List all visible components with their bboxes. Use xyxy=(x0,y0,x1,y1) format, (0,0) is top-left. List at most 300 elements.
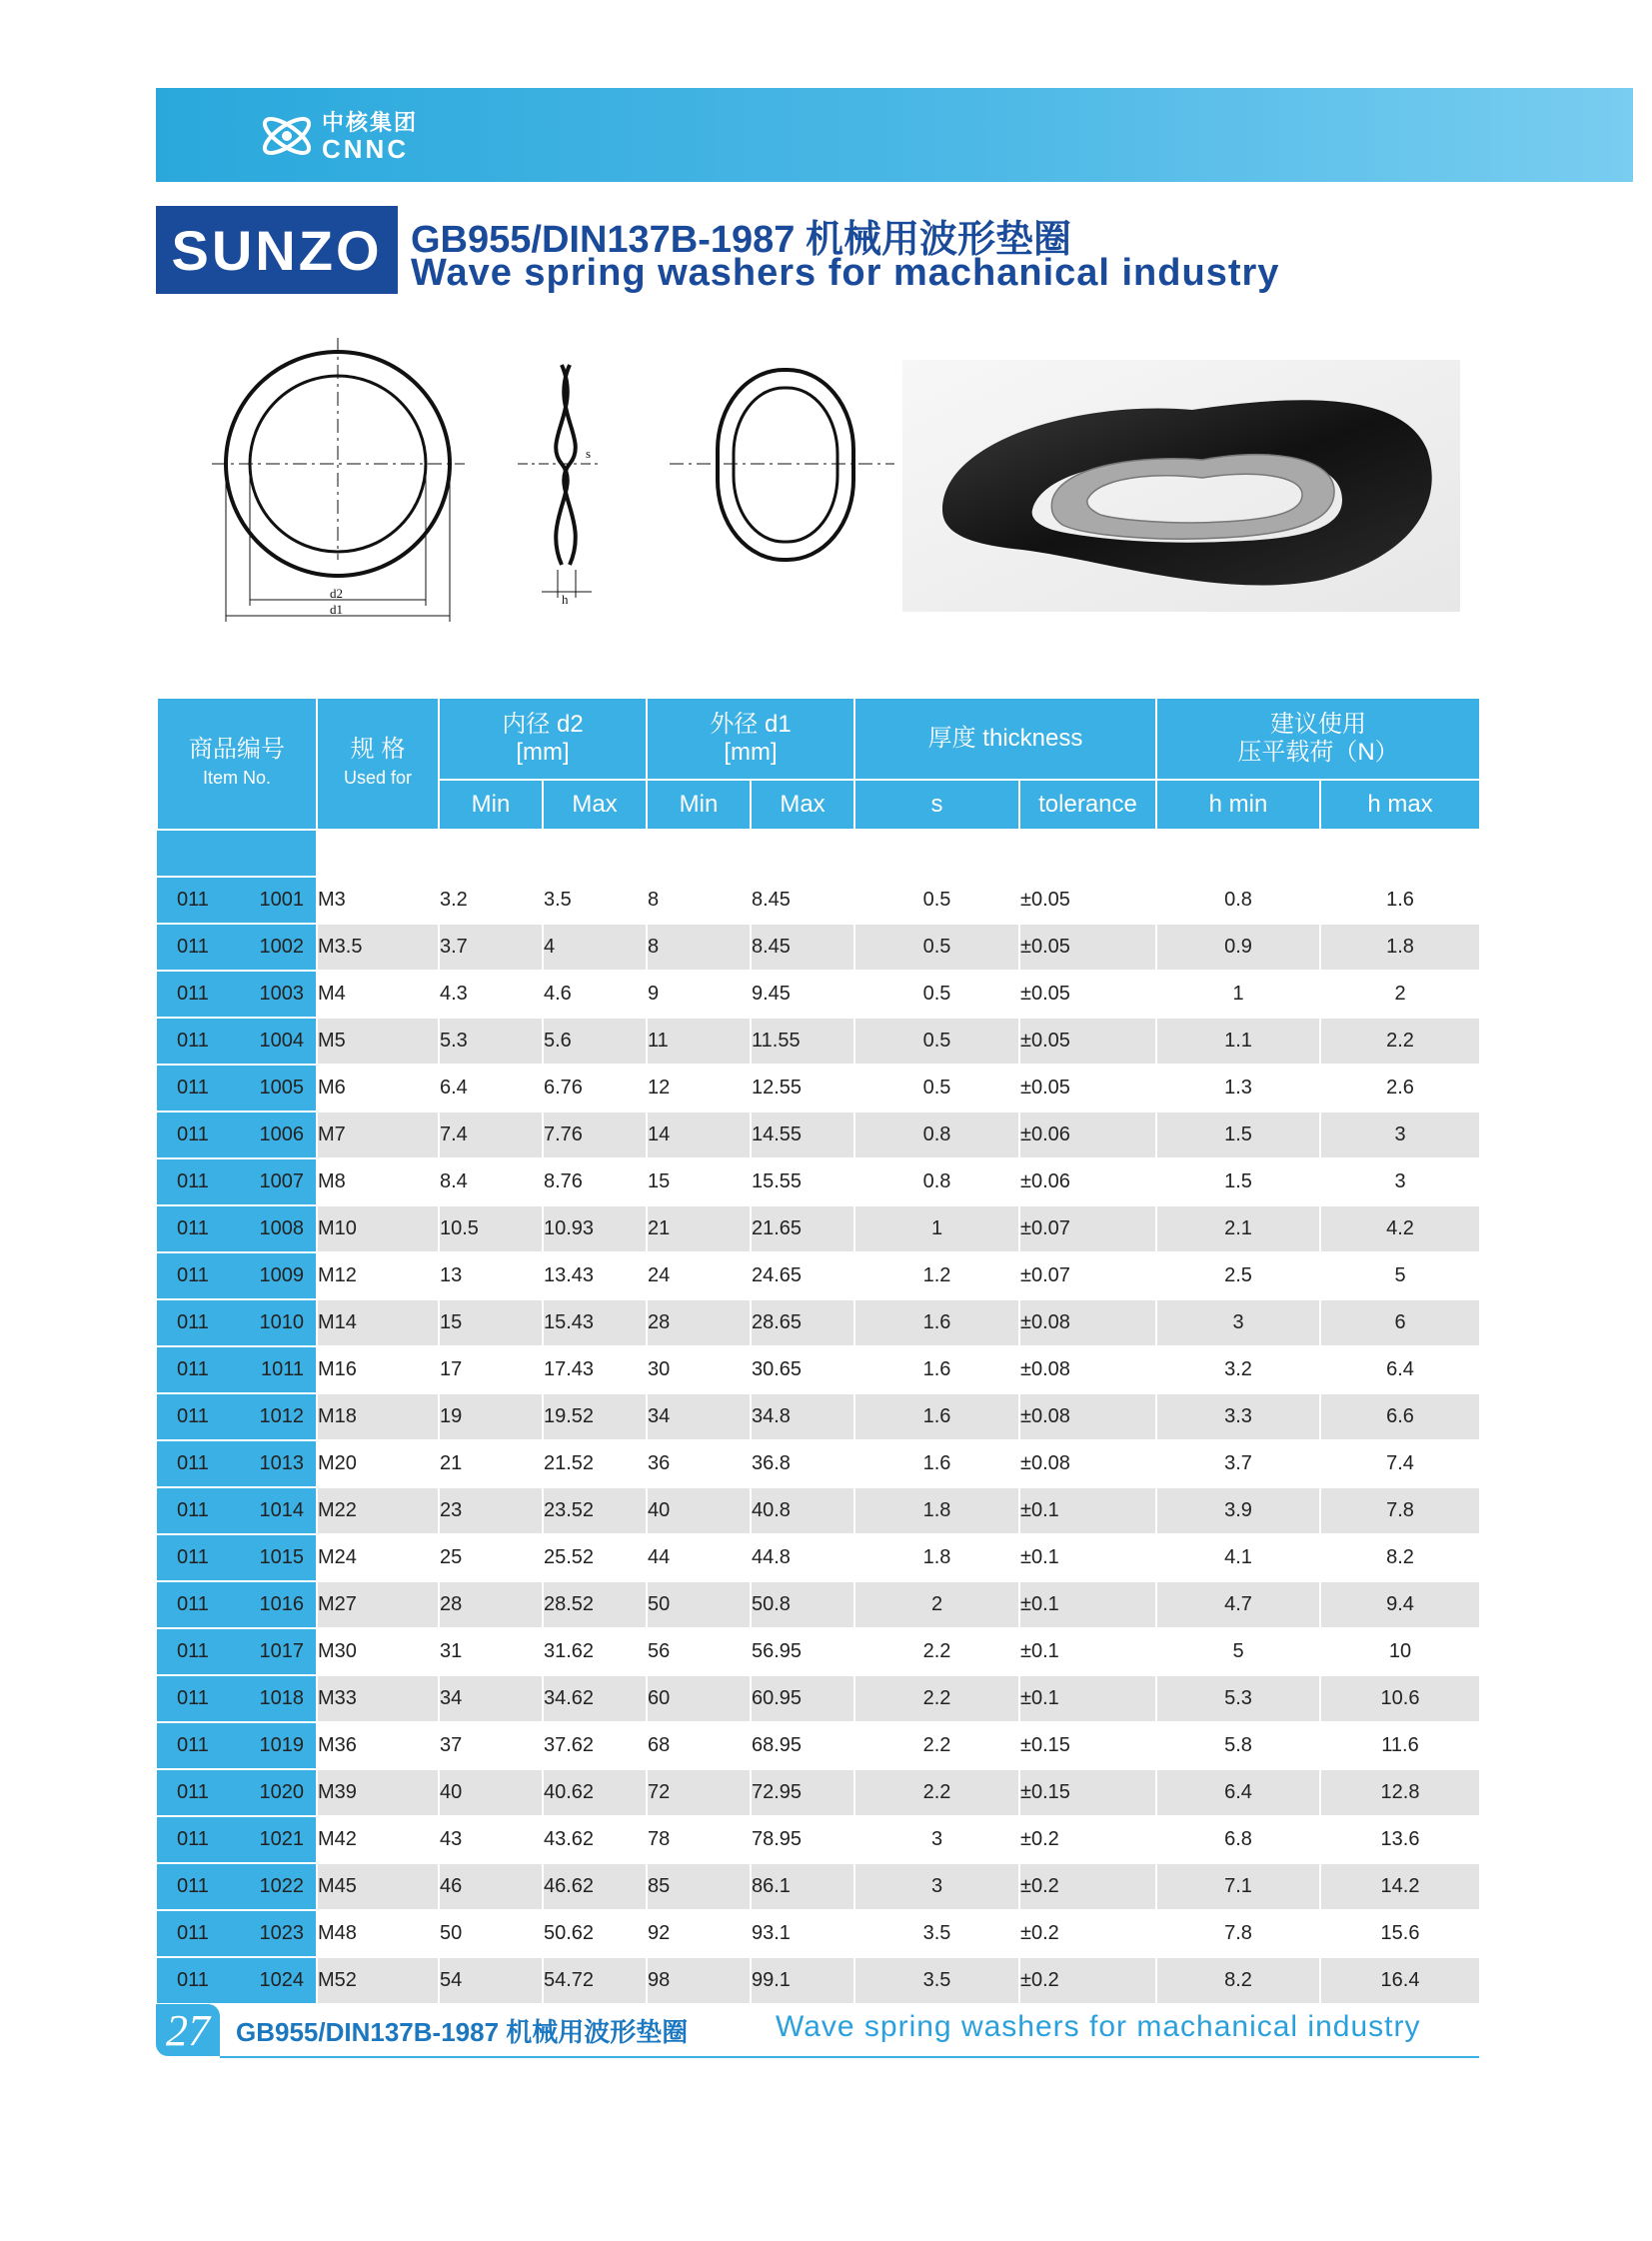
cell-h-min: 6.8 xyxy=(1156,1816,1320,1863)
header-thickness: 厚度 thickness xyxy=(854,698,1156,780)
cell-d1-min: 36 xyxy=(647,1440,751,1487)
cell-d2-min: 19 xyxy=(439,1393,543,1440)
cell-item-prefix: 011 xyxy=(157,1863,237,1910)
cell-d1-max: 44.8 xyxy=(751,1534,854,1581)
cell-tolerance: ±0.15 xyxy=(1019,1769,1156,1816)
cell-item-code: 1023 xyxy=(237,1910,317,1957)
table-row xyxy=(157,1957,1480,2004)
cell-h-min: 5 xyxy=(1156,1628,1320,1675)
header-d1-line1: 外径 d1 xyxy=(710,711,792,738)
page-footer xyxy=(156,2004,1479,2058)
table-row xyxy=(157,1065,1480,1112)
cell-used-for: M30 xyxy=(317,1628,439,1675)
cell-item-prefix: 011 xyxy=(157,1722,237,1769)
cell-d2-max: 6.76 xyxy=(543,1065,647,1112)
table-row xyxy=(157,1816,1480,1863)
cell-d1-min: 21 xyxy=(647,1205,751,1252)
cell-used-for: M36 xyxy=(317,1722,439,1769)
header-d2-line2: [mm] xyxy=(516,739,570,766)
cell-tolerance: ±0.1 xyxy=(1019,1628,1156,1675)
cell-tolerance: ±0.2 xyxy=(1019,1957,1156,2004)
cell-d1-max: 50.8 xyxy=(751,1581,854,1628)
top-banner xyxy=(156,88,1633,182)
cell-item-prefix: 011 xyxy=(157,1299,237,1346)
cell-h-max: 9.4 xyxy=(1320,1581,1480,1628)
cell-d1-max: 11.55 xyxy=(751,1018,854,1065)
cell-used-for: M6 xyxy=(317,1065,439,1112)
page-title-en: Wave spring washers for machanical industry xyxy=(411,252,1280,294)
cell-h-max: 2.2 xyxy=(1320,1018,1480,1065)
cell-tolerance: ±0.05 xyxy=(1019,924,1156,971)
cell-d1-min: 56 xyxy=(647,1628,751,1675)
page-number: 27 xyxy=(156,2004,220,2056)
cell-d2-min: 43 xyxy=(439,1816,543,1863)
table-row xyxy=(157,1018,1480,1065)
cell-h-min: 3 xyxy=(1156,1299,1320,1346)
table-row xyxy=(157,1346,1480,1393)
header-s: s xyxy=(854,780,1019,830)
cell-used-for: M48 xyxy=(317,1910,439,1957)
cell-h-max: 15.6 xyxy=(1320,1910,1480,1957)
atom-logo-icon xyxy=(256,108,318,164)
cell-s: 2.2 xyxy=(854,1722,1019,1769)
cell-used-for: M39 xyxy=(317,1769,439,1816)
cell-d2-max: 15.43 xyxy=(543,1299,647,1346)
cell-d1-min: 8 xyxy=(647,924,751,971)
cell-h-max: 1.6 xyxy=(1320,877,1480,924)
cell-h-max: 5 xyxy=(1320,1252,1480,1299)
cell-d1-min: 15 xyxy=(647,1158,751,1205)
cell-d1-min: 11 xyxy=(647,1018,751,1065)
cell-s: 0.8 xyxy=(854,1112,1019,1158)
cell-h-min: 1.5 xyxy=(1156,1112,1320,1158)
cell-item-prefix: 011 xyxy=(157,877,237,924)
cell-item-code: 1016 xyxy=(237,1581,317,1628)
header-spec-en: Used for xyxy=(343,768,413,788)
cell-h-min: 0.9 xyxy=(1156,924,1320,971)
cell-d1-min: 60 xyxy=(647,1675,751,1722)
cell-h-max: 3 xyxy=(1320,1158,1480,1205)
cell-s: 3.5 xyxy=(854,1910,1019,1957)
cell-item-code: 1011 xyxy=(237,1346,317,1393)
cell-d1-min: 44 xyxy=(647,1534,751,1581)
cell-d2-min: 34 xyxy=(439,1675,543,1722)
footer-title-en: Wave spring washers for machanical industry xyxy=(776,2010,1421,2043)
cell-d2-max: 13.43 xyxy=(543,1252,647,1299)
logo-cn-text: 中核集团 xyxy=(322,110,419,135)
cell-used-for: M52 xyxy=(317,1957,439,2004)
cell-d2-min: 17 xyxy=(439,1346,543,1393)
technical-drawings xyxy=(200,330,899,650)
cell-used-for: M33 xyxy=(317,1675,439,1722)
table-row xyxy=(157,1205,1480,1252)
cell-item-code: 1004 xyxy=(237,1018,317,1065)
cell-h-max: 2 xyxy=(1320,971,1480,1018)
cell-d1-max: 60.95 xyxy=(751,1675,854,1722)
cell-d2-max: 43.62 xyxy=(543,1816,647,1863)
header-item-en: Item No. xyxy=(202,768,272,788)
cell-d1-min: 30 xyxy=(647,1346,751,1393)
cell-used-for: M24 xyxy=(317,1534,439,1581)
cell-tolerance: ±0.05 xyxy=(1019,877,1156,924)
cell-item-prefix: 011 xyxy=(157,1957,237,2004)
cell-d2-min: 54 xyxy=(439,1957,543,2004)
header-item-no xyxy=(157,698,317,830)
cell-d2-max: 50.62 xyxy=(543,1910,647,1957)
h-label: h xyxy=(562,592,569,607)
cell-d1-min: 92 xyxy=(647,1910,751,1957)
cell-s: 1.6 xyxy=(854,1393,1019,1440)
cell-tolerance: ±0.06 xyxy=(1019,1112,1156,1158)
table-row xyxy=(157,1863,1480,1910)
cell-d1-max: 36.8 xyxy=(751,1440,854,1487)
header-d2 xyxy=(439,698,647,780)
cell-d2-min: 10.5 xyxy=(439,1205,543,1252)
cell-item-prefix: 011 xyxy=(157,1581,237,1628)
page-title-cn: GB955/DIN137B-1987 机械用波形垫圈 xyxy=(411,219,1071,261)
cell-tolerance: ±0.2 xyxy=(1019,1910,1156,1957)
cell-d1-min: 9 xyxy=(647,971,751,1018)
cell-item-prefix: 011 xyxy=(157,971,237,1018)
cell-s: 2.2 xyxy=(854,1769,1019,1816)
cell-item-prefix: 011 xyxy=(157,1910,237,1957)
cell-s: 1.2 xyxy=(854,1252,1019,1299)
cell-item-prefix: 011 xyxy=(157,1440,237,1487)
cell-s: 3.5 xyxy=(854,1957,1019,2004)
cell-d1-max: 78.95 xyxy=(751,1816,854,1863)
footer-title-cn: GB955/DIN137B-1987 机械用波形垫圈 xyxy=(236,2017,689,2047)
cell-used-for: M20 xyxy=(317,1440,439,1487)
cell-tolerance: ±0.15 xyxy=(1019,1722,1156,1769)
cnnc-logo xyxy=(256,108,418,164)
cell-item-code: 1022 xyxy=(237,1863,317,1910)
cell-item-code: 1005 xyxy=(237,1065,317,1112)
cell-tolerance: ±0.2 xyxy=(1019,1816,1156,1863)
cell-item-prefix: 011 xyxy=(157,1252,237,1299)
cell-d1-max: 28.65 xyxy=(751,1299,854,1346)
cell-h-min: 2.1 xyxy=(1156,1205,1320,1252)
cell-d1-min: 98 xyxy=(647,1957,751,2004)
cell-item-code: 1024 xyxy=(237,1957,317,2004)
cell-h-min: 5.3 xyxy=(1156,1675,1320,1722)
cell-d1-max: 72.95 xyxy=(751,1769,854,1816)
cell-tolerance: ±0.1 xyxy=(1019,1581,1156,1628)
cell-h-max: 6 xyxy=(1320,1299,1480,1346)
cell-d1-min: 68 xyxy=(647,1722,751,1769)
cell-s: 2 xyxy=(854,1581,1019,1628)
cell-item-code: 1015 xyxy=(237,1534,317,1581)
table-row xyxy=(157,1299,1480,1346)
cell-item-code: 1019 xyxy=(237,1722,317,1769)
header-d2-max: Max xyxy=(543,780,647,830)
cell-d2-max: 40.62 xyxy=(543,1769,647,1816)
cell-h-max: 14.2 xyxy=(1320,1863,1480,1910)
header-d2-min: Min xyxy=(439,780,543,830)
table-row xyxy=(157,1158,1480,1205)
cell-h-max: 10.6 xyxy=(1320,1675,1480,1722)
cell-d2-min: 13 xyxy=(439,1252,543,1299)
table-row xyxy=(157,1393,1480,1440)
header-d2-line1: 内径 d2 xyxy=(502,711,584,738)
cell-item-code: 1021 xyxy=(237,1816,317,1863)
table-row xyxy=(157,1487,1480,1534)
cell-d1-max: 99.1 xyxy=(751,1957,854,2004)
header-d1-max: Max xyxy=(751,780,854,830)
cell-s: 0.5 xyxy=(854,877,1019,924)
cell-item-prefix: 011 xyxy=(157,1018,237,1065)
cell-d1-max: 8.45 xyxy=(751,877,854,924)
cell-h-min: 6.4 xyxy=(1156,1769,1320,1816)
cell-used-for: M7 xyxy=(317,1112,439,1158)
cell-h-min: 3.3 xyxy=(1156,1393,1320,1440)
cell-s: 0.5 xyxy=(854,1065,1019,1112)
cell-d1-min: 50 xyxy=(647,1581,751,1628)
cell-d2-min: 28 xyxy=(439,1581,543,1628)
cell-d1-max: 86.1 xyxy=(751,1863,854,1910)
cell-item-code: 1008 xyxy=(237,1205,317,1252)
s-label: s xyxy=(586,446,592,461)
cell-h-min: 0.8 xyxy=(1156,877,1320,924)
cell-used-for: M12 xyxy=(317,1252,439,1299)
cell-tolerance: ±0.08 xyxy=(1019,1393,1156,1440)
cell-s: 0.5 xyxy=(854,971,1019,1018)
cell-d2-min: 6.4 xyxy=(439,1065,543,1112)
cell-d2-max: 3.5 xyxy=(543,877,647,924)
cell-used-for: M5 xyxy=(317,1018,439,1065)
cell-used-for: M42 xyxy=(317,1816,439,1863)
table-row xyxy=(157,1440,1480,1487)
header-load-line1: 建议使用 xyxy=(1270,711,1366,738)
cell-d2-min: 50 xyxy=(439,1910,543,1957)
cell-d2-max: 46.62 xyxy=(543,1863,647,1910)
cell-h-max: 12.8 xyxy=(1320,1769,1480,1816)
cell-d1-min: 12 xyxy=(647,1065,751,1112)
cell-h-max: 2.6 xyxy=(1320,1065,1480,1112)
cell-item-prefix: 011 xyxy=(157,1628,237,1675)
cell-d1-max: 40.8 xyxy=(751,1487,854,1534)
spec-table-body xyxy=(157,877,1480,2004)
header-hmax: h max xyxy=(1320,780,1480,830)
cell-d2-max: 19.52 xyxy=(543,1393,647,1440)
cell-item-code: 1017 xyxy=(237,1628,317,1675)
table-row xyxy=(157,1628,1480,1675)
header-hmin: h min xyxy=(1156,780,1320,830)
cell-d1-max: 30.65 xyxy=(751,1346,854,1393)
d1-label: d1 xyxy=(330,602,343,617)
header-spec xyxy=(317,698,439,830)
cell-used-for: M45 xyxy=(317,1863,439,1910)
cell-d1-max: 9.45 xyxy=(751,971,854,1018)
logo-en-text: CNNC xyxy=(322,134,410,164)
cell-h-min: 7.8 xyxy=(1156,1910,1320,1957)
cell-d2-max: 23.52 xyxy=(543,1487,647,1534)
cell-d2-min: 31 xyxy=(439,1628,543,1675)
spec-table xyxy=(156,697,1481,2005)
cell-used-for: M8 xyxy=(317,1158,439,1205)
cell-d2-min: 37 xyxy=(439,1722,543,1769)
cell-tolerance: ±0.05 xyxy=(1019,1065,1156,1112)
cell-used-for: M18 xyxy=(317,1393,439,1440)
cell-d2-min: 25 xyxy=(439,1534,543,1581)
cell-d2-min: 23 xyxy=(439,1487,543,1534)
cell-tolerance: ±0.08 xyxy=(1019,1299,1156,1346)
oval-view-drawing xyxy=(670,370,894,560)
cell-used-for: M16 xyxy=(317,1346,439,1393)
cell-d2-max: 54.72 xyxy=(543,1957,647,2004)
cell-item-code: 1014 xyxy=(237,1487,317,1534)
cell-d2-min: 40 xyxy=(439,1769,543,1816)
table-row xyxy=(157,1252,1480,1299)
table-row xyxy=(157,1534,1480,1581)
table-row xyxy=(157,1722,1480,1769)
cell-tolerance: ±0.1 xyxy=(1019,1487,1156,1534)
cell-item-code: 1020 xyxy=(237,1769,317,1816)
cell-d2-min: 3.7 xyxy=(439,924,543,971)
cell-s: 0.8 xyxy=(854,1158,1019,1205)
cell-tolerance: ±0.1 xyxy=(1019,1675,1156,1722)
cell-d2-max: 28.52 xyxy=(543,1581,647,1628)
table-row xyxy=(157,1910,1480,1957)
cell-tolerance: ±0.1 xyxy=(1019,1534,1156,1581)
cell-d1-max: 93.1 xyxy=(751,1910,854,1957)
cell-d2-min: 8.4 xyxy=(439,1158,543,1205)
cell-d1-min: 78 xyxy=(647,1816,751,1863)
cell-tolerance: ±0.08 xyxy=(1019,1346,1156,1393)
header-d1-line2: [mm] xyxy=(724,739,778,766)
cell-h-max: 7.4 xyxy=(1320,1440,1480,1487)
table-row xyxy=(157,1112,1480,1158)
cell-h-min: 2.5 xyxy=(1156,1252,1320,1299)
front-view-drawing xyxy=(212,338,465,622)
cell-d2-max: 21.52 xyxy=(543,1440,647,1487)
table-row xyxy=(157,1769,1480,1816)
cell-h-min: 1.5 xyxy=(1156,1158,1320,1205)
cell-d1-max: 21.65 xyxy=(751,1205,854,1252)
cell-s: 3 xyxy=(854,1863,1019,1910)
cell-used-for: M27 xyxy=(317,1581,439,1628)
table-row xyxy=(157,1581,1480,1628)
cell-item-prefix: 011 xyxy=(157,1112,237,1158)
cell-h-min: 1.1 xyxy=(1156,1018,1320,1065)
cell-d1-min: 85 xyxy=(647,1863,751,1910)
product-photo xyxy=(902,360,1460,612)
cell-s: 1.6 xyxy=(854,1299,1019,1346)
cell-d1-min: 72 xyxy=(647,1769,751,1816)
cell-item-code: 1009 xyxy=(237,1252,317,1299)
cell-used-for: M3 xyxy=(317,877,439,924)
cell-item-code: 1003 xyxy=(237,971,317,1018)
cell-h-min: 7.1 xyxy=(1156,1863,1320,1910)
cell-d1-min: 40 xyxy=(647,1487,751,1534)
cell-item-prefix: 011 xyxy=(157,924,237,971)
cell-h-max: 16.4 xyxy=(1320,1957,1480,2004)
brand-badge: SUNZO xyxy=(156,206,398,294)
cell-item-prefix: 011 xyxy=(157,1675,237,1722)
footer-rule xyxy=(220,2056,1479,2058)
cell-item-code: 1012 xyxy=(237,1393,317,1440)
table-row xyxy=(157,924,1480,971)
cell-s: 1.6 xyxy=(854,1440,1019,1487)
header-load-line2: 压平载荷（N） xyxy=(1237,739,1399,766)
cell-d2-min: 5.3 xyxy=(439,1018,543,1065)
cell-item-prefix: 011 xyxy=(157,1487,237,1534)
cell-h-min: 8.2 xyxy=(1156,1957,1320,2004)
cell-item-prefix: 011 xyxy=(157,1065,237,1112)
cell-item-code: 1001 xyxy=(237,877,317,924)
cell-h-max: 1.8 xyxy=(1320,924,1480,971)
cell-h-max: 10 xyxy=(1320,1628,1480,1675)
cell-d1-max: 8.45 xyxy=(751,924,854,971)
cell-d2-max: 31.62 xyxy=(543,1628,647,1675)
cell-h-max: 13.6 xyxy=(1320,1816,1480,1863)
cell-h-min: 4.7 xyxy=(1156,1581,1320,1628)
cell-item-code: 1010 xyxy=(237,1299,317,1346)
cell-d2-max: 37.62 xyxy=(543,1722,647,1769)
cell-h-max: 3 xyxy=(1320,1112,1480,1158)
header-d1 xyxy=(647,698,854,780)
cell-d2-max: 25.52 xyxy=(543,1534,647,1581)
cell-s: 0.5 xyxy=(854,1018,1019,1065)
cell-d2-min: 15 xyxy=(439,1299,543,1346)
cell-h-min: 3.2 xyxy=(1156,1346,1320,1393)
cell-item-code: 1018 xyxy=(237,1675,317,1722)
cell-item-prefix: 011 xyxy=(157,1205,237,1252)
cell-d1-min: 8 xyxy=(647,877,751,924)
cell-item-prefix: 011 xyxy=(157,1346,237,1393)
cell-tolerance: ±0.08 xyxy=(1019,1440,1156,1487)
cell-d1-max: 34.8 xyxy=(751,1393,854,1440)
cell-s: 2.2 xyxy=(854,1675,1019,1722)
cell-d2-min: 4.3 xyxy=(439,971,543,1018)
cell-s: 0.5 xyxy=(854,924,1019,971)
cell-h-max: 8.2 xyxy=(1320,1534,1480,1581)
cell-h-min: 3.7 xyxy=(1156,1440,1320,1487)
cell-d1-min: 24 xyxy=(647,1252,751,1299)
cell-d2-max: 4.6 xyxy=(543,971,647,1018)
cell-item-prefix: 011 xyxy=(157,1534,237,1581)
cell-d1-min: 34 xyxy=(647,1393,751,1440)
cell-s: 1.8 xyxy=(854,1487,1019,1534)
header-spec-cn: 规 格 xyxy=(350,736,406,763)
cell-item-code: 1006 xyxy=(237,1112,317,1158)
cell-d2-max: 34.62 xyxy=(543,1675,647,1722)
cell-used-for: M4 xyxy=(317,971,439,1018)
cell-s: 1.8 xyxy=(854,1534,1019,1581)
cell-d2-min: 21 xyxy=(439,1440,543,1487)
cell-used-for: M14 xyxy=(317,1299,439,1346)
cell-h-min: 3.9 xyxy=(1156,1487,1320,1534)
cell-s: 2.2 xyxy=(854,1628,1019,1675)
cell-item-prefix: 011 xyxy=(157,1769,237,1816)
cell-d2-min: 7.4 xyxy=(439,1112,543,1158)
cell-d1-max: 15.55 xyxy=(751,1158,854,1205)
cell-item-code: 1002 xyxy=(237,924,317,971)
cell-d2-min: 46 xyxy=(439,1863,543,1910)
cell-d2-max: 8.76 xyxy=(543,1158,647,1205)
cell-used-for: M10 xyxy=(317,1205,439,1252)
cell-h-max: 7.8 xyxy=(1320,1487,1480,1534)
cell-s: 3 xyxy=(854,1816,1019,1863)
header-tolerance: tolerance xyxy=(1019,780,1156,830)
cell-h-min: 4.1 xyxy=(1156,1534,1320,1581)
cell-used-for: M22 xyxy=(317,1487,439,1534)
cell-h-max: 4.2 xyxy=(1320,1205,1480,1252)
cell-d2-max: 17.43 xyxy=(543,1346,647,1393)
cell-s: 1.6 xyxy=(854,1346,1019,1393)
cell-d1-min: 28 xyxy=(647,1299,751,1346)
cell-d1-max: 24.65 xyxy=(751,1252,854,1299)
cell-h-min: 5.8 xyxy=(1156,1722,1320,1769)
